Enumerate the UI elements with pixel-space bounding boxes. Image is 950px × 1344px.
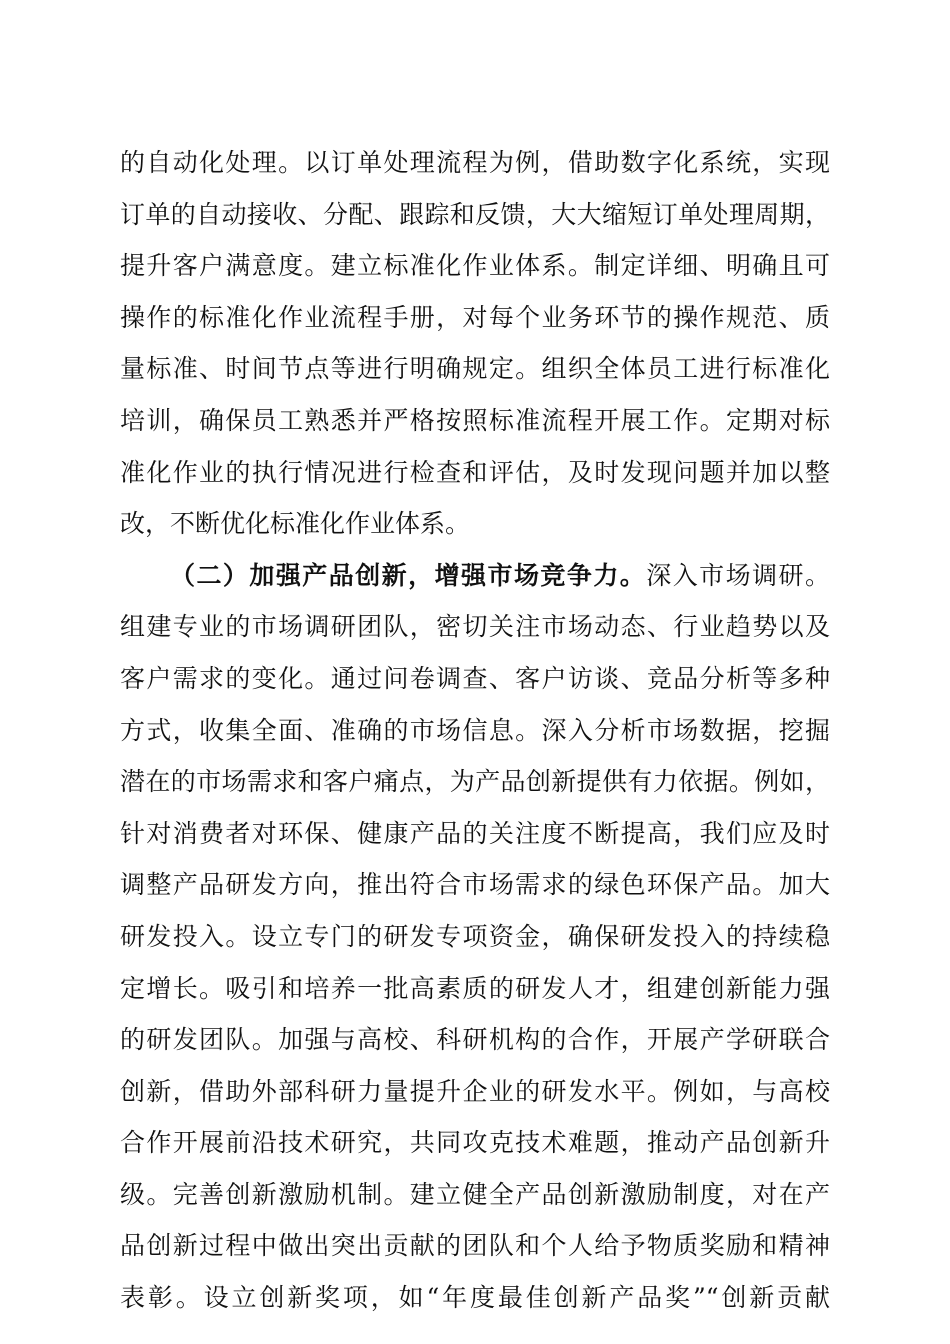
paragraph-line: 方式，收集全面、准确的市场信息。深入分析市场数据，挖掘	[120, 715, 830, 745]
section-heading: （二）加强产品创新，增强市场竞争力。	[170, 560, 647, 590]
paragraph-line: 培训，确保员工熟悉并严格按照标准流程开展工作。定期对标	[120, 405, 830, 435]
paragraph-line: 提升客户满意度。建立标准化作业体系。制定详细、明确且可	[120, 251, 830, 281]
section-heading-continuation: 深入市场调研。	[646, 560, 830, 590]
paragraph-line: 量标准、时间节点等进行明确规定。组织全体员工进行标准化	[120, 354, 830, 384]
paragraph-line: 改，不断优化标准化作业体系。	[120, 509, 471, 539]
paragraph-line: 订单的自动接收、分配、跟踪和反馈，大大缩短订单处理周期，	[120, 199, 830, 229]
paragraph-line: 合作开展前沿技术研究，共同攻克技术难题，推动产品创新升	[120, 1128, 830, 1158]
paragraph-line: 的自动化处理。以订单处理流程为例，借助数字化系统，实现	[120, 148, 830, 177]
paragraph-line: 创新，借助外部科研力量提升企业的研发水平。例如，与高校	[120, 1076, 830, 1106]
paragraph-line: 表彰。设立创新奖项，如“年度最佳创新产品奖”“创新贡献	[120, 1283, 830, 1313]
paragraph-line: 级。完善创新激励机制。建立健全产品创新激励制度，对在产	[120, 1179, 830, 1209]
paragraph-line: 针对消费者对环保、健康产品的关注度不断提高，我们应及时	[120, 818, 830, 848]
paragraph-line: 定增长。吸引和培养一批高素质的研发人才，组建创新能力强	[120, 973, 830, 1003]
paragraph-line: 品创新过程中做出突出贡献的团队和个人给予物质奖励和精神	[120, 1231, 830, 1261]
paragraph-line: 的研发团队。加强与高校、科研机构的合作，开展产学研联合	[120, 1025, 830, 1055]
paragraph-line: 客户需求的变化。通过问卷调查、客户访谈、竞品分析等多种	[120, 663, 830, 693]
section-heading-line	[120, 550, 830, 602]
paragraph-line: 组建专业的市场调研团队，密切关注市场动态、行业趋势以及	[120, 612, 830, 642]
paragraph-line: 研发投入。设立专门的研发专项资金，确保研发投入的持续稳	[120, 921, 830, 951]
paragraph-line: 调整产品研发方向，推出符合市场需求的绿色环保产品。加大	[120, 870, 830, 900]
paragraph-line: 准化作业的执行情况进行检查和评估，及时发现问题并加以整	[120, 457, 830, 487]
paragraph-line: 操作的标准化作业流程手册，对每个业务环节的操作规范、质	[120, 302, 830, 332]
document-body	[120, 137, 830, 1324]
paragraph-line: 潜在的市场需求和客户痛点，为产品创新提供有力依据。例如，	[120, 767, 830, 797]
